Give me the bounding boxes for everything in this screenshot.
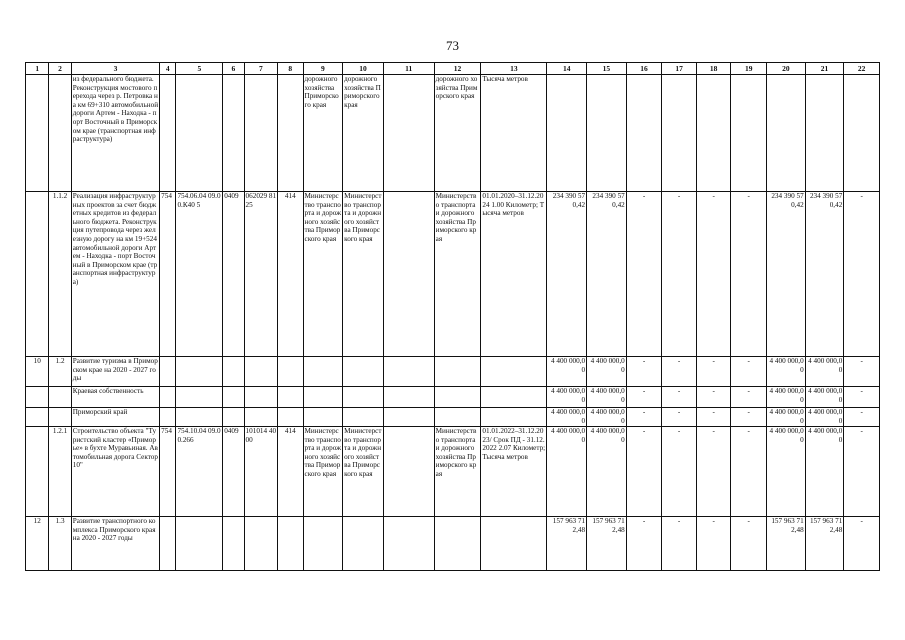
column-header: 6 — [223, 63, 244, 75]
table-cell: - — [844, 387, 880, 408]
table-cell: - — [731, 387, 767, 408]
table-cell: - — [696, 387, 731, 408]
column-header: 18 — [696, 63, 731, 75]
table-cell: 754.10.04 09.00.266 — [176, 427, 223, 517]
page-number: 73 — [446, 38, 459, 53]
table-cell — [696, 75, 731, 192]
table-cell — [547, 75, 587, 192]
table-cell: - — [696, 517, 731, 571]
table-cell — [176, 408, 223, 427]
table-cell — [278, 357, 303, 387]
table-cell: - — [662, 408, 697, 427]
table-cell — [160, 517, 176, 571]
table-cell: 234 390 570,42 — [767, 192, 806, 357]
table-cell — [731, 75, 767, 192]
table-cell — [626, 75, 662, 192]
table-cell: Реализация инфраструктурных проектов за счет бюджетных кредитов из федерального бюджета. Реконструкция путепровода через железную дорогу на км 19+524 автомобильной дороги Артем - Находка - порт Восточный в Приморском крае (транспортная инфраструктура) — [71, 192, 159, 357]
table-cell — [244, 408, 278, 427]
table-row — [26, 192, 880, 357]
table-cell: - — [696, 192, 731, 357]
column-header: 10 — [343, 63, 384, 75]
table-cell: дорожного хозяйства Приморского края — [434, 75, 481, 192]
table-cell: - — [731, 427, 767, 517]
table-cell: 157 963 712,48 — [547, 517, 587, 571]
table-cell — [434, 357, 481, 387]
table-cell: 4 400 000,00 — [805, 357, 844, 387]
table-cell: Министерство транспорта и дорожного хозяйства Приморского края — [343, 192, 384, 357]
table-cell — [434, 517, 481, 571]
table-cell — [49, 387, 71, 408]
column-header: 13 — [481, 63, 547, 75]
table-cell: из федерального бюджета. Реконструкция мостового перехода через р. Петровка на км 69+310 автомобильной дороги Артем - Находка - порт Восточный в Приморском крае (транспортная инфраструктура) — [71, 75, 159, 192]
table-cell: 234 390 570,42 — [547, 192, 587, 357]
column-header: 11 — [383, 63, 434, 75]
column-header: 16 — [626, 63, 662, 75]
table-cell: Тысяча метров — [481, 75, 547, 192]
table-cell: - — [731, 192, 767, 357]
column-header: 17 — [662, 63, 697, 75]
table-cell — [767, 75, 806, 192]
table-cell: 157 963 712,48 — [805, 517, 844, 571]
table-cell — [383, 357, 434, 387]
table-cell: - — [844, 192, 880, 357]
table-cell: Краевая собственность — [71, 387, 159, 408]
table-cell: 1.1.2 — [49, 192, 71, 357]
table-cell: - — [696, 427, 731, 517]
table-row — [26, 408, 880, 427]
table-cell: Приморский край — [71, 408, 159, 427]
table-cell: Министерство транспорта и дорожного хозяйства Приморского края — [434, 192, 481, 357]
table-cell: - — [696, 408, 731, 427]
table-cell — [481, 517, 547, 571]
table-cell: - — [731, 408, 767, 427]
table-cell — [383, 408, 434, 427]
table-row — [26, 427, 880, 517]
table-cell: - — [626, 427, 662, 517]
table-cell: 01.01.2022–31.12.2023/ Срок ПД - 31.12.2022 2.07 Километр; Тысяча метров — [481, 427, 547, 517]
table-cell: - — [696, 357, 731, 387]
table-cell: дорожного хозяйства Приморского края — [343, 75, 384, 192]
table-cell — [176, 387, 223, 408]
table-cell: 4 400 000,00 — [547, 427, 587, 517]
column-header: 15 — [587, 63, 627, 75]
table-cell: - — [626, 357, 662, 387]
table-cell — [26, 75, 49, 192]
table-cell — [160, 357, 176, 387]
table-cell — [434, 408, 481, 427]
table-cell — [244, 75, 278, 192]
table-cell — [278, 517, 303, 571]
table-cell: 4 400 000,00 — [547, 408, 587, 427]
table-cell — [343, 387, 384, 408]
table-cell: - — [662, 387, 697, 408]
table-cell: - — [844, 357, 880, 387]
table-cell: 754.06.04 09.00.К40 5 — [176, 192, 223, 357]
table-cell: Министерство транспорта и дорожного хозяйства Приморского края — [303, 192, 343, 357]
table-row — [26, 357, 880, 387]
table-cell — [244, 517, 278, 571]
table-cell: - — [626, 517, 662, 571]
column-header: 19 — [731, 63, 767, 75]
table-cell — [303, 357, 343, 387]
table-cell — [49, 408, 71, 427]
table-cell — [343, 357, 384, 387]
table-cell: дорожного хозяйства Приморского края — [303, 75, 343, 192]
table-cell — [844, 75, 880, 192]
table-cell — [383, 192, 434, 357]
table-cell: - — [662, 192, 697, 357]
table-cell — [26, 387, 49, 408]
table-cell: 157 963 712,48 — [767, 517, 806, 571]
column-header: 9 — [303, 63, 343, 75]
table-cell — [26, 427, 49, 517]
table-cell: 4 400 000,00 — [805, 427, 844, 517]
table-cell — [383, 75, 434, 192]
table-cell: Министерство транспорта и дорожного хозяйства Приморского края — [434, 427, 481, 517]
table-cell: 754 — [160, 192, 176, 357]
table-cell: - — [662, 427, 697, 517]
table-cell — [303, 517, 343, 571]
table-cell: 0409 — [223, 192, 244, 357]
table-cell: 0409 — [223, 427, 244, 517]
table-cell: 4 400 000,00 — [805, 387, 844, 408]
table-cell: 4 400 000,00 — [587, 387, 627, 408]
table-cell: 062029 8125 — [244, 192, 278, 357]
table-cell: - — [731, 357, 767, 387]
budget-table — [25, 62, 880, 571]
table-cell — [244, 357, 278, 387]
table-cell — [223, 517, 244, 571]
table-cell: - — [662, 357, 697, 387]
table-cell: 4 400 000,00 — [587, 408, 627, 427]
table-cell: Развитие туризма в Приморском крае на 2020 - 2027 годы — [71, 357, 159, 387]
column-header: 1 — [26, 63, 49, 75]
table-cell: Развитие транспортного комплекса Приморского края на 2020 - 2027 годы — [71, 517, 159, 571]
table-cell: 754 — [160, 427, 176, 517]
table-cell — [223, 387, 244, 408]
table-cell: 12 — [26, 517, 49, 571]
table-cell — [383, 387, 434, 408]
table-cell: Министерство транспорта и дорожного хозяйства Приморского края — [343, 427, 384, 517]
table-cell: 4 400 000,00 — [767, 427, 806, 517]
table-cell: - — [626, 408, 662, 427]
table-cell — [223, 75, 244, 192]
table-cell: 234 390 570,42 — [587, 192, 627, 357]
table-row — [26, 75, 880, 192]
table-cell: 4 400 000,00 — [547, 357, 587, 387]
table-cell: 4 400 000,00 — [547, 387, 587, 408]
table-cell: 414 — [278, 427, 303, 517]
table-row — [26, 387, 880, 408]
table-cell — [223, 408, 244, 427]
table-cell — [434, 387, 481, 408]
table-cell: 157 963 712,48 — [587, 517, 627, 571]
column-header: 8 — [278, 63, 303, 75]
column-header: 14 — [547, 63, 587, 75]
table-cell: - — [626, 387, 662, 408]
column-header: 2 — [49, 63, 71, 75]
column-header: 20 — [767, 63, 806, 75]
table-cell: 1.2 — [49, 357, 71, 387]
table-cell: 01.01.2020–31.12.2024 1.00 Километр; Тысяча метров — [481, 192, 547, 357]
table-cell — [587, 75, 627, 192]
table-cell — [176, 517, 223, 571]
table-cell: 4 400 000,00 — [767, 408, 806, 427]
table-cell — [26, 192, 49, 357]
table-cell: 234 390 570,42 — [805, 192, 844, 357]
table-cell: 4 400 000,00 — [767, 357, 806, 387]
table-cell — [343, 408, 384, 427]
table-cell — [49, 75, 71, 192]
table-cell — [160, 75, 176, 192]
table-cell: - — [662, 517, 697, 571]
table-cell: 4 400 000,00 — [767, 387, 806, 408]
table-row — [26, 517, 880, 571]
column-header: 22 — [844, 63, 880, 75]
table-cell: - — [626, 192, 662, 357]
column-header: 4 — [160, 63, 176, 75]
table-cell: 10 — [26, 357, 49, 387]
column-header: 3 — [71, 63, 159, 75]
table-cell — [176, 75, 223, 192]
table-cell — [303, 387, 343, 408]
table-cell: - — [731, 517, 767, 571]
table-cell: Министерство транспорта и дорожного хозяйства Приморского края — [303, 427, 343, 517]
column-header: 5 — [176, 63, 223, 75]
table-cell: 1.2.1 — [49, 427, 71, 517]
table-cell: 1.3 — [49, 517, 71, 571]
table-cell — [383, 427, 434, 517]
table-cell: 4 400 000,00 — [805, 408, 844, 427]
table-cell — [481, 357, 547, 387]
table-cell — [662, 75, 697, 192]
column-header: 21 — [805, 63, 844, 75]
table-cell — [278, 387, 303, 408]
column-header: 7 — [244, 63, 278, 75]
table-cell: - — [844, 408, 880, 427]
table-cell — [176, 357, 223, 387]
table-cell — [223, 357, 244, 387]
table-cell: 414 — [278, 192, 303, 357]
table-cell — [303, 408, 343, 427]
table-cell — [244, 387, 278, 408]
table-cell: Строительство объекта "Туристский кластер «Приморье» в бухте Муравьиная. Автомобильная дорога Сектор 10" — [71, 427, 159, 517]
table-cell: 101014 4000 — [244, 427, 278, 517]
table-cell — [805, 75, 844, 192]
table-cell — [343, 517, 384, 571]
table-cell — [160, 387, 176, 408]
table-cell — [160, 408, 176, 427]
table-cell: 4 400 000,00 — [587, 357, 627, 387]
table-cell: 4 400 000,00 — [587, 427, 627, 517]
table-cell: - — [844, 517, 880, 571]
column-header: 12 — [434, 63, 481, 75]
table-cell — [481, 408, 547, 427]
column-number-row — [26, 63, 880, 75]
table-cell — [278, 408, 303, 427]
table-cell — [26, 408, 49, 427]
table-cell — [383, 517, 434, 571]
table-cell: - — [844, 427, 880, 517]
table-cell — [481, 387, 547, 408]
table-cell — [278, 75, 303, 192]
